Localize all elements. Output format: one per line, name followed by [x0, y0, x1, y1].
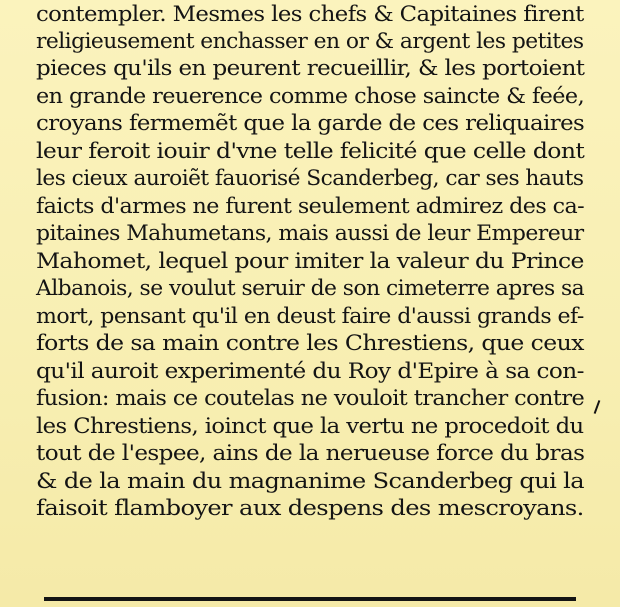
text-line: les cieux auroiẽt fauorisé Scanderbeg, car ses hauts: [36, 166, 584, 191]
text-line: en grande reuerence comme chose saincte & feée,: [36, 84, 585, 109]
text-line: qu'il auroit experimenté du Roy d'Epire à sa con-: [36, 359, 584, 384]
text-line: faisoit flamboyer aux despens des mescroyans.: [36, 496, 584, 521]
text-line: forts de sa main contre les Chrestiens, que ceux: [36, 331, 584, 356]
text-line: les Chrestiens, ioinct que la vertu ne procedoit du: [36, 414, 584, 439]
text-line: fusion: mais ce coutelas ne vouloit trancher contre: [36, 386, 585, 411]
text-line: pitaines Mahumetans, mais aussi de leur Empereur: [36, 221, 584, 246]
text-line: leur feroit iouir d'vne telle felicité que celle dont: [36, 139, 585, 164]
text-line: contempler. Mesmes les chefs & Capitaines firent: [36, 2, 584, 27]
text-line: religieusement enchasser en or & argent les petites: [36, 29, 584, 54]
text-line: tout de l'espee, ains de la nerueuse force du bras: [36, 441, 585, 466]
text-line: faicts d'armes ne furent seulement admirez des ca-: [36, 194, 585, 219]
text-line: Albanois, se voulut seruir de son cimeterre apres sa: [36, 276, 585, 301]
text-line: Mahomet, lequel pour imiter la valeur du Prince: [36, 249, 584, 274]
margin-mark: [594, 400, 601, 414]
text-line: pieces qu'ils en peurent recueillir, & les portoient: [36, 56, 585, 81]
text-line: croyans fermemẽt que la garde de ces reliquaires: [36, 111, 585, 136]
text-line: & de la main du magnanime Scanderbeg qui la: [36, 469, 584, 494]
text-line: mort, pensant qu'il en deust faire d'aussi grands ef-: [36, 304, 584, 329]
horizontal-rule: [44, 597, 576, 601]
